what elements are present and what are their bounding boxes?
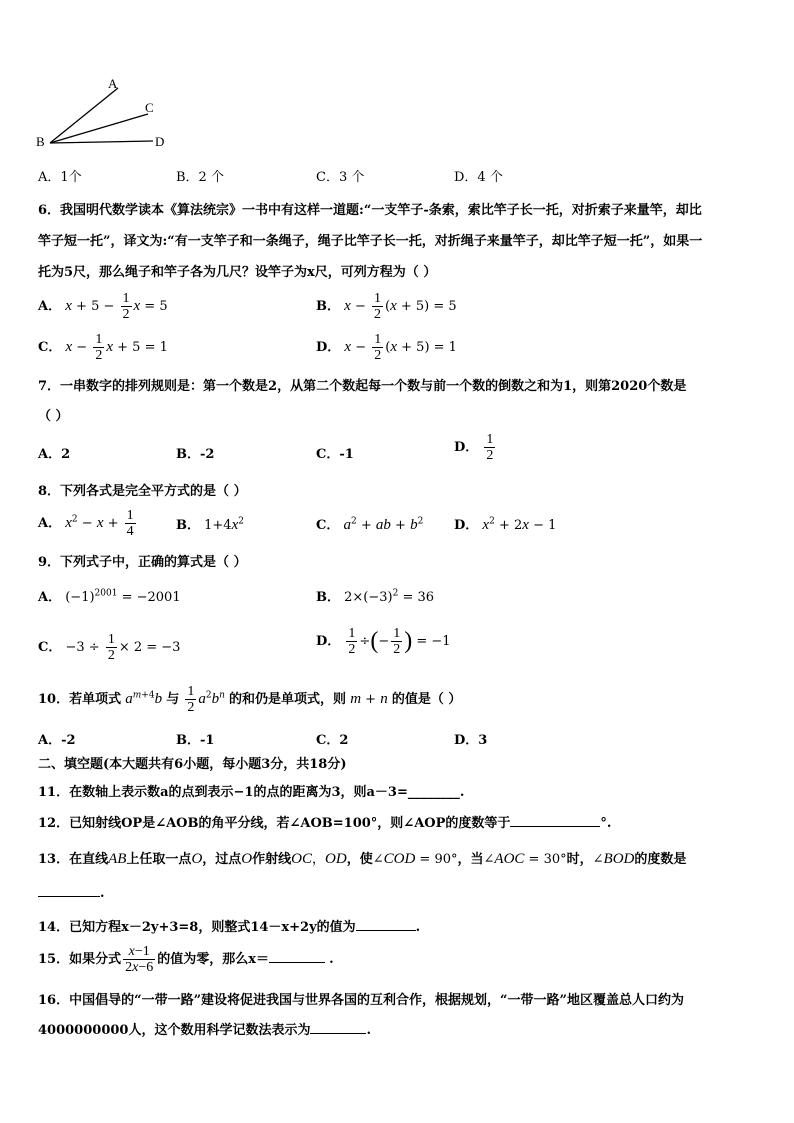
q7-option-b: B．-2 (176, 447, 215, 462)
q12-answer-blank[interactable] (510, 814, 600, 827)
q16-line1: 16．中国倡导的“一带一路”建设将促进我国与世界各国的互利合作，根据规划，“一带一路”地区覆盖总人口约为 (38, 993, 685, 1008)
q6-option-a: A． x + 5 − $\frac{1}{2}$ x = 5 (38, 291, 168, 322)
q6-line1: 6．我国明代数学读本《算法统宗》一书中有这样一道题:“一支竿子-条索，索比竿子长一托，对折索子来量竿，却比 (38, 203, 702, 218)
q9-option-c: C． −3 ÷ $\frac{1}{2}$ × 2 = −3 (38, 632, 181, 663)
q6-option-c: C． x − $\frac{1}{2}$ x + 5 = 1 (38, 332, 168, 363)
q9-stem: 9．下列式子中，正确的算式是（ ） (38, 555, 247, 570)
q13-answer-blank[interactable] (38, 884, 100, 897)
q9-option-b: B． $2\times(-3)^2 = 36$ (316, 588, 435, 605)
q10-option-a: A．-2 (38, 733, 76, 748)
q11: 11．在数轴上表示数a的点到表示−1的点的距离为3，则a－3=________. (38, 785, 465, 800)
q5-option-d: D．4 个 (454, 170, 503, 185)
q14-answer-blank[interactable] (356, 918, 416, 931)
q5-option-a: A．1个 (38, 170, 82, 185)
q12: 12．已知射线OP是∠AOB的角平分线，若∠AOB=100°，则∠AOP的度数等于 °. (38, 816, 612, 831)
q7-option-a: A．2 (38, 447, 71, 462)
q14: 14．已知方程x－2y+3=8，则整式14－x+2y的值为 . (38, 920, 421, 935)
q5-option-c: C．3 个 (316, 170, 365, 185)
q13: 13．在直线AB上任取一点O，过点O作射线OC，OD，使∠COD = 90°，当∠AOC = 30°时，∠BOD的度数是 (38, 851, 687, 867)
angle-figure (30, 68, 180, 152)
q6-option-b: B． x − $\frac{1}{2}$ (x + 5) = 5 (316, 291, 457, 322)
q10-option-c: C．2 (316, 733, 349, 748)
ray-bc (50, 114, 148, 143)
q6-line3: 托为5尺，那么绳子和竿子各为几尺？设竿子为x尺，可列方程为（ ） (38, 265, 437, 280)
label-b: B (36, 134, 45, 149)
q8-option-b: B． $1+4x^2$ (176, 516, 244, 533)
q6-option-d: D． x − $\frac{1}{2}$ (x + 5) = 1 (316, 332, 457, 363)
label-a: A (108, 76, 118, 91)
q6-line2: 竿子短一托”，译文为:“有一支竿子和一条绳子，绳子比竿子长一托，对折绳子来量竿子，却比竿子短一托”，如果一 (38, 234, 703, 249)
q8-option-a: A． $x^2 - x$ + $\frac{1}{4}$ (38, 508, 134, 539)
q10-option-d: D．3 (454, 733, 488, 748)
q8-stem: 8．下列各式是完全平方式的是（ ） (38, 484, 247, 499)
q5-option-b: B．2 个 (176, 170, 224, 185)
q16-line2: 4000000000人，这个数用科学记数法表示为 . (38, 1023, 371, 1038)
q9-option-a: A． $(-1)^{2001} = -2001$ (38, 588, 181, 605)
q7-option-c: C．-1 (316, 447, 354, 462)
q10-stem: 10．若单项式 $a^{m+4}b$ 与 $\frac{1}{2}$ $a^2b^n$ 的和仍是单项式，则 m + n 的值是（ ） (38, 684, 462, 715)
q8-option-d: D． $x^2 + 2x - 1$ (454, 516, 557, 533)
q10-option-b: B．-1 (176, 733, 215, 748)
q15-answer-blank[interactable] (269, 950, 325, 963)
q13-answer-line: . (38, 884, 105, 901)
ray-bd (50, 141, 153, 143)
q8-option-c: C． $a^2$ + ab + $b^2$ (316, 516, 424, 533)
q7-option-d: D． $\frac{1}{2}$ (454, 432, 494, 463)
q15: 15．如果分式 $\frac{x-1}{2x-6}$ 的值为零，那么x＝ . (38, 944, 334, 975)
q9-option-d: D． $\frac{1}{2}$ ÷(− $\frac{1}{2}$ ) = −1 (316, 626, 451, 657)
q7-line2: （ ） (38, 409, 69, 424)
label-c: C (145, 100, 154, 115)
label-d: D (155, 134, 165, 149)
q7-line1: 7．一串数字的排列规则是：第一个数是2，从第二个数起每一个数与前一个数的倒数之和为1，则第2020个数是 (38, 379, 687, 394)
q16-answer-blank[interactable] (310, 1021, 366, 1034)
section-2-heading: 二、填空题(本大题共有6小题，每小题3分，共18分) (38, 757, 347, 772)
ray-ba (50, 88, 118, 143)
